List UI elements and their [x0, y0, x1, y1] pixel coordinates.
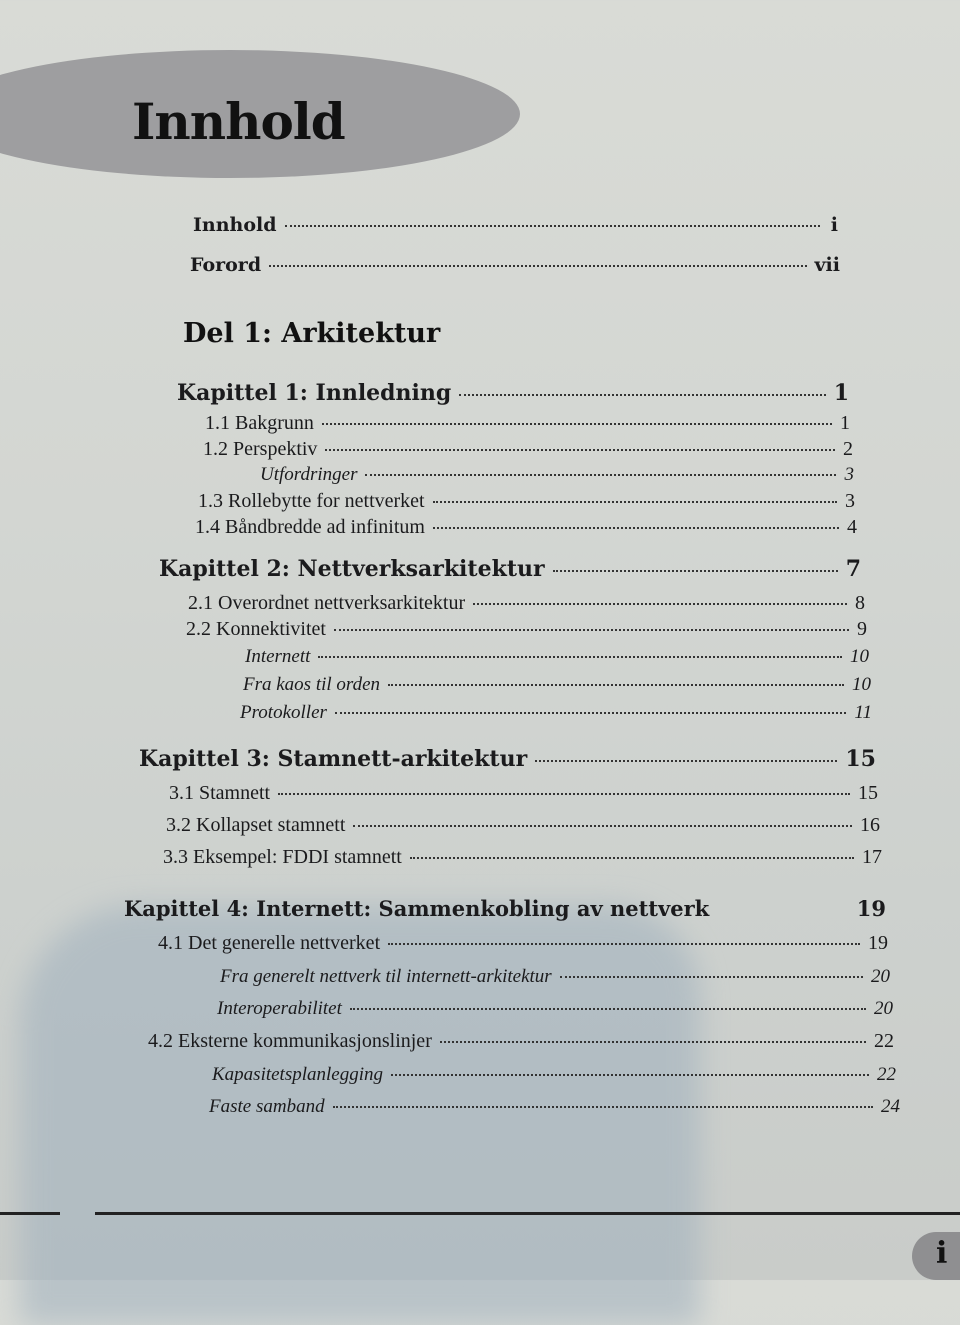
toc-entry-page: 20	[874, 998, 893, 1019]
page-title: Innhold	[132, 92, 345, 151]
toc-entry-page: 10	[852, 674, 871, 695]
part-title: Del 1: Arkitektur	[183, 318, 441, 349]
leader-dots	[335, 712, 847, 714]
toc-entry-forord[interactable]	[190, 254, 840, 276]
toc-entry-page: 22	[877, 1064, 896, 1085]
toc-entry-1-4[interactable]	[195, 516, 857, 539]
toc-entry-label: 1.4 Båndbredde ad infinitum	[195, 516, 425, 538]
leader-dots	[440, 1041, 866, 1043]
toc-chapter-page: 7	[845, 556, 861, 582]
toc-entry-page: 3	[845, 490, 855, 512]
toc-chapter-label: Kapittel 3: Stamnett-arkitektur	[139, 746, 528, 772]
toc-entry-4-2[interactable]	[148, 1030, 894, 1053]
toc-entry-page: 2	[843, 438, 853, 460]
leader-dots	[322, 423, 832, 425]
leader-dots	[553, 570, 838, 572]
toc-chapter-page: 19	[856, 896, 886, 921]
toc-entry-label: 4.2 Eksterne kommunikasjonslinjer	[148, 1030, 432, 1052]
footer-rule	[95, 1212, 960, 1215]
toc-entry-1-2[interactable]	[203, 438, 853, 461]
leader-dots	[285, 225, 820, 227]
toc-entry-page: 24	[881, 1096, 900, 1117]
toc-entry-page: 10	[850, 646, 869, 667]
toc-entry-1-1[interactable]	[205, 412, 850, 435]
toc-entry-label: 2.1 Overordnet nettverksarkitektur	[188, 592, 466, 614]
toc-chapter-2[interactable]	[159, 556, 861, 582]
leader-dots	[391, 1074, 869, 1076]
toc-entry-label: Kapasitetsplanlegging	[212, 1064, 383, 1085]
leader-dots	[459, 394, 825, 396]
leader-dots	[269, 265, 806, 267]
toc-entry-label: 3.3 Eksempel: FDDI stamnett	[163, 846, 402, 868]
toc-entry-4-1[interactable]	[158, 932, 888, 955]
toc-entry-page: 11	[854, 702, 872, 723]
toc-chapter-3[interactable]	[139, 746, 876, 772]
leader-dots	[410, 857, 854, 859]
toc-entry-label: 4.1 Det generelle nettverket	[158, 932, 381, 954]
toc-chapter-label: Kapittel 1: Innledning	[177, 380, 452, 406]
toc-entry-page: 3	[844, 464, 854, 485]
toc-entry-protokoller[interactable]	[240, 702, 872, 724]
toc-entry-label: Utfordringer	[260, 464, 358, 485]
toc-entry-label: 1.2 Perspektiv	[203, 438, 318, 460]
toc-entry-2-2[interactable]	[186, 618, 867, 641]
toc-entry-page: 1	[840, 412, 850, 434]
toc-entry-label: 3.2 Kollapset stamnett	[166, 814, 346, 836]
toc-entry-page: 17	[862, 846, 882, 868]
toc-entry-fra-kaos-til-orden[interactable]	[243, 674, 871, 696]
toc-entry-page: 9	[857, 618, 867, 640]
toc-entry-page: i	[830, 214, 838, 236]
toc-chapter-4[interactable]	[124, 896, 886, 921]
page-number: i	[936, 1236, 948, 1271]
leader-dots	[325, 449, 835, 451]
toc-entry-3-3[interactable]	[163, 846, 882, 869]
toc-entry-page: 4	[847, 516, 857, 538]
toc-entry-page: 19	[868, 932, 888, 954]
toc-entry-label: Protokoller	[240, 702, 327, 723]
toc-entry-label: Faste samband	[209, 1096, 325, 1117]
toc-chapter-page: 15	[845, 746, 876, 772]
toc-entry-label: Internett	[245, 646, 311, 667]
toc-entry-label: Interoperabilitet	[217, 998, 342, 1019]
toc-entry-kapasitetsplanlegging[interactable]	[212, 1064, 896, 1086]
toc-entry-3-1[interactable]	[169, 782, 878, 805]
toc-chapter-page: 1	[833, 380, 849, 406]
toc-entry-faste-samband[interactable]	[209, 1096, 900, 1118]
toc-entry-label: 2.2 Konnektivitet	[186, 618, 326, 640]
leader-dots	[365, 474, 836, 476]
leader-dots	[388, 684, 844, 686]
toc-entry-utfordringer[interactable]	[260, 464, 854, 486]
toc-entry-label: Forord	[190, 254, 262, 276]
toc-entry-label: 1.1 Bakgrunn	[205, 412, 314, 434]
toc-chapter-label: Kapittel 4: Internett: Sammenkobling av nettverk	[124, 896, 710, 921]
leader-dots	[334, 629, 849, 631]
toc-chapter-label: Kapittel 2: Nettverksarkitektur	[159, 556, 545, 582]
toc-entry-page: 15	[858, 782, 878, 804]
toc-entry-page: 16	[860, 814, 880, 836]
toc-entry-label: Innhold	[193, 214, 277, 236]
leader-dots	[333, 1106, 873, 1108]
toc-entry-interoperabilitet[interactable]	[217, 998, 893, 1020]
toc-entry-label: Fra kaos til orden	[243, 674, 381, 695]
toc-entry-label: Fra generelt nettverk til internett-arkitektur	[220, 966, 552, 987]
leader-dots	[318, 656, 842, 658]
toc-chapter-1[interactable]	[177, 380, 849, 406]
toc-entry-internett[interactable]	[245, 646, 869, 668]
toc-entry-fra-generelt-nettverk[interactable]	[220, 966, 890, 988]
leader-dots	[433, 527, 839, 529]
toc-entry-2-1[interactable]	[188, 592, 865, 615]
leader-dots	[535, 760, 837, 762]
toc-entry-page: 22	[874, 1030, 894, 1052]
page-number-tab	[912, 1232, 960, 1280]
leader-dots	[388, 943, 860, 945]
toc-entry-page: 20	[871, 966, 890, 987]
leader-dots	[278, 793, 850, 795]
toc-entry-label: 1.3 Rollebytte for nettverket	[198, 490, 425, 512]
toc-entry-page: vii	[814, 254, 840, 276]
toc-entry-page: 8	[855, 592, 865, 614]
leader-dots	[350, 1008, 866, 1010]
leader-dots	[473, 603, 847, 605]
leader-dots	[560, 976, 863, 978]
toc-entry-label: 3.1 Stamnett	[169, 782, 271, 804]
footer-rule-left	[0, 1212, 60, 1215]
leader-dots	[433, 501, 837, 503]
toc-entry-1-3[interactable]	[198, 490, 855, 513]
leader-dots	[353, 825, 852, 827]
toc-entry-innhold[interactable]	[193, 214, 838, 236]
toc-entry-3-2[interactable]	[166, 814, 880, 837]
